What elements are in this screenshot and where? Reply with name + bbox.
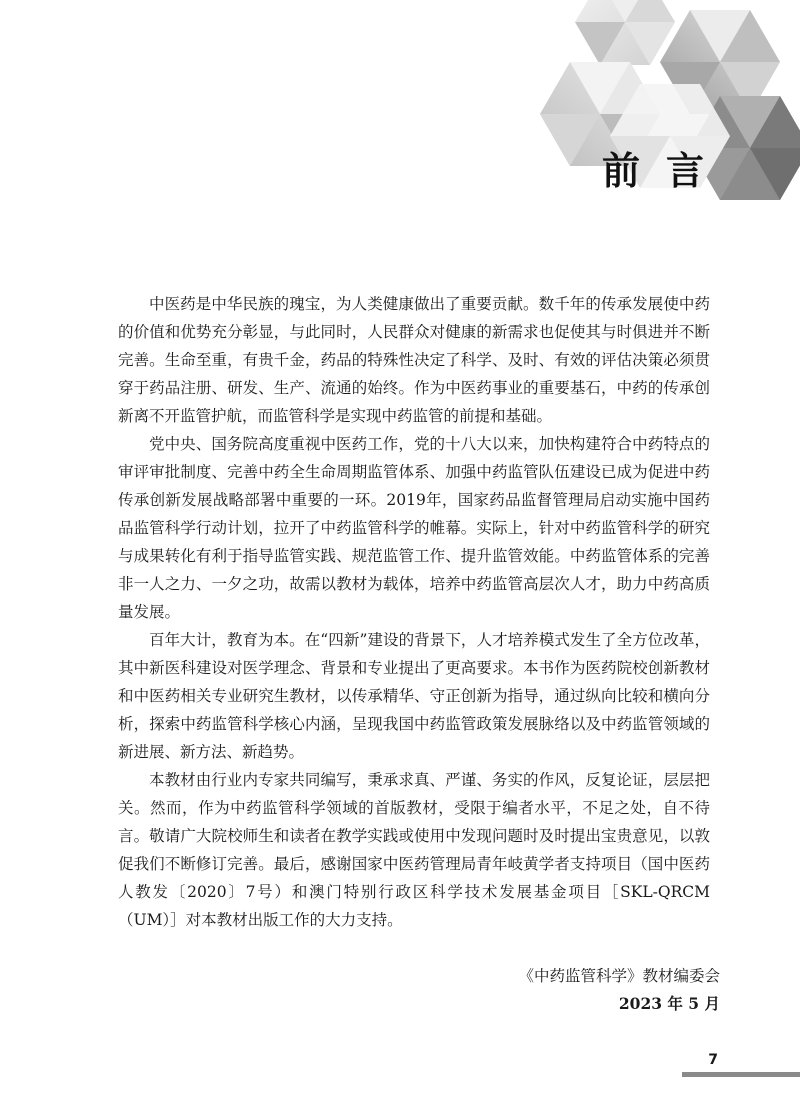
signature-block xyxy=(518,962,720,1018)
paragraph-4: 本教材由行业内专家共同编写，秉承求真、严谨、务实的作风，反复论证，层层把关。然而，作为中药监管科学领域的首版教材，受限于编者水平，不足之处，自不待言。敬请广大院校师生和读者在教学实践或使用中发现问题时及时提出宝贵意见，以敦促我们不断修订完善。最后，感谢国家中医药管理局青年岐黄学者支持项目（国中医药人教发〔2020〕7号）和澳门特别行政区科学技术发展基金项目［SKL-QRCM（UM）］对本教材出版工作的大力支持。 xyxy=(118,771,710,929)
paragraph-2: 党中央、国务院高度重视中医药工作，党的十八大以来，加快构建符合中药特点的审评审批制度、完善中药全生命周期监管体系、加强中药监管队伍建设已成为促进中药传承创新发展战略部署中重要的一环。2019年，国家药品监督管理局启动实施中国药品监管科学行动计划，拉开了中药监管科学的帷幕。实际上，针对中药监管科学的研究与成果转化有利于指导监管实践、规范监管工作、提升监管效能。中药监管体系的完善非一人之力、一夕之功，故需以教材为载体，培养中药监管高层次人才，助力中药高质量发展。 xyxy=(118,435,710,621)
publication-date: 2023 年 5 月 xyxy=(618,994,720,1013)
hexagon-top xyxy=(575,0,675,65)
decorative-hexagon-pattern xyxy=(0,0,800,240)
paragraph-1: 中医药是中华民族的瑰宝，为人类健康做出了重要贡献。数千年的传承发展使中药的价值和优势充分彰显，与此同时，人民群众对健康的新需求也促使其与时俱进并不断完善。生命至重，有贵千金，药品的特殊性决定了科学、及时、有效的评估决策必须贯穿于药品注册、研发、生产、流通的始终。作为中医药事业的重要基石，中药的传承创新离不开监管护航，而监管科学是实现中药监管的前提和基础。 xyxy=(118,295,710,425)
page-title: 前言 xyxy=(601,149,730,193)
page-number-bar xyxy=(682,1072,800,1077)
editorial-board: 《中药监管科学》教材编委会 xyxy=(518,967,720,985)
paragraph-3: 百年大计，教育为本。在“四新”建设的背景下，人才培养模式发生了全方位改革，其中新医科建设对医学理念、背景和专业提出了更高要求。本书作为医药院校创新教材和中医药相关专业研究生教材，以传承精华、守正创新为指导，通过纵向比较和横向分析，探索中药监管科学核心内涵，呈现我国中药监管政策发展脉络以及中药监管领域的新进展、新方法、新趋势。 xyxy=(118,631,710,761)
page-number: 7 xyxy=(708,1052,718,1068)
preface-body xyxy=(118,290,710,934)
